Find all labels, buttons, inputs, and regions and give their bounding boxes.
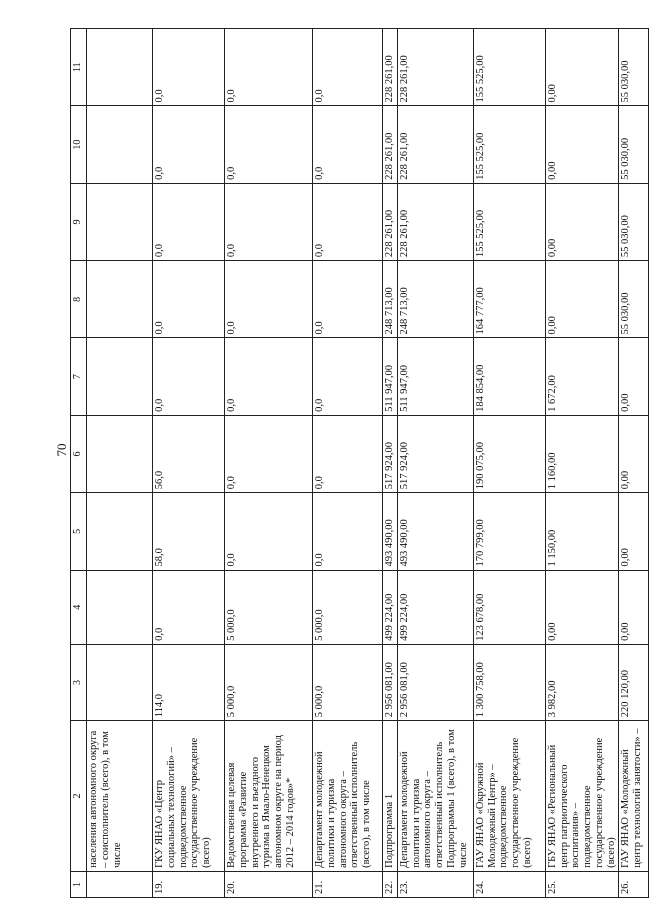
value-cell: 5 000,0 — [225, 570, 313, 644]
value-cell: 493 490,00 — [397, 493, 473, 570]
value-cell — [87, 338, 153, 415]
value-cell: 0,0 — [225, 261, 313, 338]
value-cell: 0,0 — [313, 338, 383, 415]
column-header: 2 — [71, 721, 87, 872]
value-cell: 0,0 — [313, 29, 383, 106]
value-cell: 0,0 — [153, 570, 225, 644]
table-row — [225, 29, 313, 898]
column-header: 7 — [71, 338, 87, 415]
column-header: 8 — [71, 261, 87, 338]
value-cell — [87, 183, 153, 260]
budget-table — [70, 28, 649, 898]
table-body — [87, 29, 649, 898]
value-cell: 155 525,00 — [473, 29, 545, 106]
value-cell: 228 261,00 — [397, 183, 473, 260]
value-cell: 499 224,00 — [383, 570, 398, 644]
value-cell: 228 261,00 — [397, 106, 473, 183]
table-row — [313, 29, 383, 898]
value-cell: 58,0 — [153, 493, 225, 570]
value-cell: 228 261,00 — [383, 183, 398, 260]
table-row — [619, 29, 649, 898]
value-cell: 5 000,0 — [225, 644, 313, 720]
value-cell: 0,00 — [545, 29, 619, 106]
value-cell: 0,0 — [153, 29, 225, 106]
row-label: ГАУ ЯНАО «Окружной Молодежный Центр» – подведомственное государственное учреждение (всего) — [473, 721, 545, 872]
value-cell — [87, 415, 153, 492]
value-cell: 248 713,00 — [383, 261, 398, 338]
value-cell: 0,0 — [153, 183, 225, 260]
table-row — [397, 29, 473, 898]
value-cell — [87, 106, 153, 183]
row-label: ГКУ ЯНАО «Центр социальных технологий» – подведомственное государственное учреждение (всего) — [153, 721, 225, 872]
value-cell: 0,00 — [619, 338, 649, 415]
value-cell: 55 030,00 — [619, 29, 649, 106]
value-cell — [87, 644, 153, 720]
value-cell: 517 924,00 — [397, 415, 473, 492]
table-row — [383, 29, 398, 898]
value-cell: 511 947,00 — [383, 338, 398, 415]
row-label: Департамент молодежной политики и туризма автономного округа – ответственный исполнитель Подпрограммы 1 (всего), в том числе — [397, 721, 473, 872]
value-cell: 0,00 — [619, 570, 649, 644]
value-cell: 1 672,00 — [545, 338, 619, 415]
table-row — [153, 29, 225, 898]
value-cell: 0,0 — [225, 29, 313, 106]
value-cell: 5 000,0 — [313, 570, 383, 644]
value-cell: 228 261,00 — [397, 29, 473, 106]
value-cell: 0,0 — [313, 261, 383, 338]
row-number: 22. — [383, 871, 398, 897]
value-cell: 0,00 — [619, 415, 649, 492]
table-row — [87, 29, 153, 898]
column-header: 6 — [71, 415, 87, 492]
value-cell: 228 261,00 — [383, 106, 398, 183]
value-cell — [87, 493, 153, 570]
value-cell: 2 956 081,00 — [397, 644, 473, 720]
value-cell: 493 490,00 — [383, 493, 398, 570]
value-cell: 248 713,00 — [397, 261, 473, 338]
column-header: 4 — [71, 570, 87, 644]
value-cell: 511 947,00 — [397, 338, 473, 415]
value-cell: 0,0 — [153, 106, 225, 183]
column-header: 11 — [71, 29, 87, 106]
value-cell: 0,0 — [225, 183, 313, 260]
value-cell: 155 525,00 — [473, 183, 545, 260]
value-cell: 228 261,00 — [383, 29, 398, 106]
value-cell: 0,0 — [313, 493, 383, 570]
value-cell: 114,0 — [153, 644, 225, 720]
value-cell: 56,0 — [153, 415, 225, 492]
row-label: Ведомственная целевая программа «Развитие внутреннего и въездного туризма в Ямало-Ненецком автономном округе на период 2012 – 2014 годов»* — [225, 721, 313, 872]
value-cell — [87, 29, 153, 106]
row-label: ГАУ ЯНАО «Молодежный центр технологий занятости» – — [619, 721, 649, 872]
column-header: 9 — [71, 183, 87, 260]
page-number: 70 — [54, 443, 69, 457]
row-number: 25. — [545, 871, 619, 897]
value-cell: 190 075,00 — [473, 415, 545, 492]
value-cell: 2 956 081,00 — [383, 644, 398, 720]
value-cell: 3 982,00 — [545, 644, 619, 720]
value-cell: 155 525,00 — [473, 106, 545, 183]
value-cell: 0,00 — [545, 570, 619, 644]
row-label: Департамент молодежной политики и туризма автономного округа – ответственный исполнитель (всего), в том числе — [313, 721, 383, 872]
row-number: 19. — [153, 871, 225, 897]
value-cell: 0,0 — [153, 338, 225, 415]
value-cell: 0,00 — [545, 106, 619, 183]
row-label: населения автономного округа – соисполнитель (всего), в том числе — [87, 721, 153, 872]
table-row — [545, 29, 619, 898]
row-label: Подпрограмма 1 — [383, 721, 398, 872]
value-cell — [87, 261, 153, 338]
row-label: ГБУ ЯНАО «Региональный центр патриотического воспитания» – подведомственное государственное учреждение (всего) — [545, 721, 619, 872]
value-cell: 0,00 — [619, 493, 649, 570]
value-cell: 1 150,00 — [545, 493, 619, 570]
value-cell: 164 777,00 — [473, 261, 545, 338]
value-cell: 170 799,00 — [473, 493, 545, 570]
value-cell: 0,0 — [313, 106, 383, 183]
row-number: 23. — [397, 871, 473, 897]
column-header: 1 — [71, 871, 87, 897]
column-header: 10 — [71, 106, 87, 183]
value-cell: 55 030,00 — [619, 183, 649, 260]
row-number — [87, 871, 153, 897]
value-cell: 0,0 — [225, 106, 313, 183]
column-header: 3 — [71, 644, 87, 720]
value-cell: 55 030,00 — [619, 106, 649, 183]
value-cell: 0,0 — [225, 338, 313, 415]
value-cell: 55 030,00 — [619, 261, 649, 338]
value-cell: 0,00 — [545, 183, 619, 260]
row-number: 20. — [225, 871, 313, 897]
rotated-table-wrapper — [70, 28, 643, 898]
row-number: 26. — [619, 871, 649, 897]
value-cell: 0,0 — [225, 415, 313, 492]
column-header: 5 — [71, 493, 87, 570]
value-cell: 1 300 758,00 — [473, 644, 545, 720]
value-cell: 1 160,00 — [545, 415, 619, 492]
table-row — [473, 29, 545, 898]
value-cell: 0,00 — [545, 261, 619, 338]
value-cell: 0,0 — [225, 493, 313, 570]
value-cell: 517 924,00 — [383, 415, 398, 492]
value-cell: 499 224,00 — [397, 570, 473, 644]
table-header-row — [71, 29, 87, 898]
value-cell — [87, 570, 153, 644]
value-cell: 0,0 — [313, 415, 383, 492]
row-number: 21. — [313, 871, 383, 897]
value-cell: 184 854,00 — [473, 338, 545, 415]
row-number: 24. — [473, 871, 545, 897]
value-cell: 0,0 — [313, 183, 383, 260]
value-cell: 5 000,0 — [313, 644, 383, 720]
value-cell: 0,0 — [153, 261, 225, 338]
value-cell: 220 120,00 — [619, 644, 649, 720]
value-cell: 123 678,00 — [473, 570, 545, 644]
